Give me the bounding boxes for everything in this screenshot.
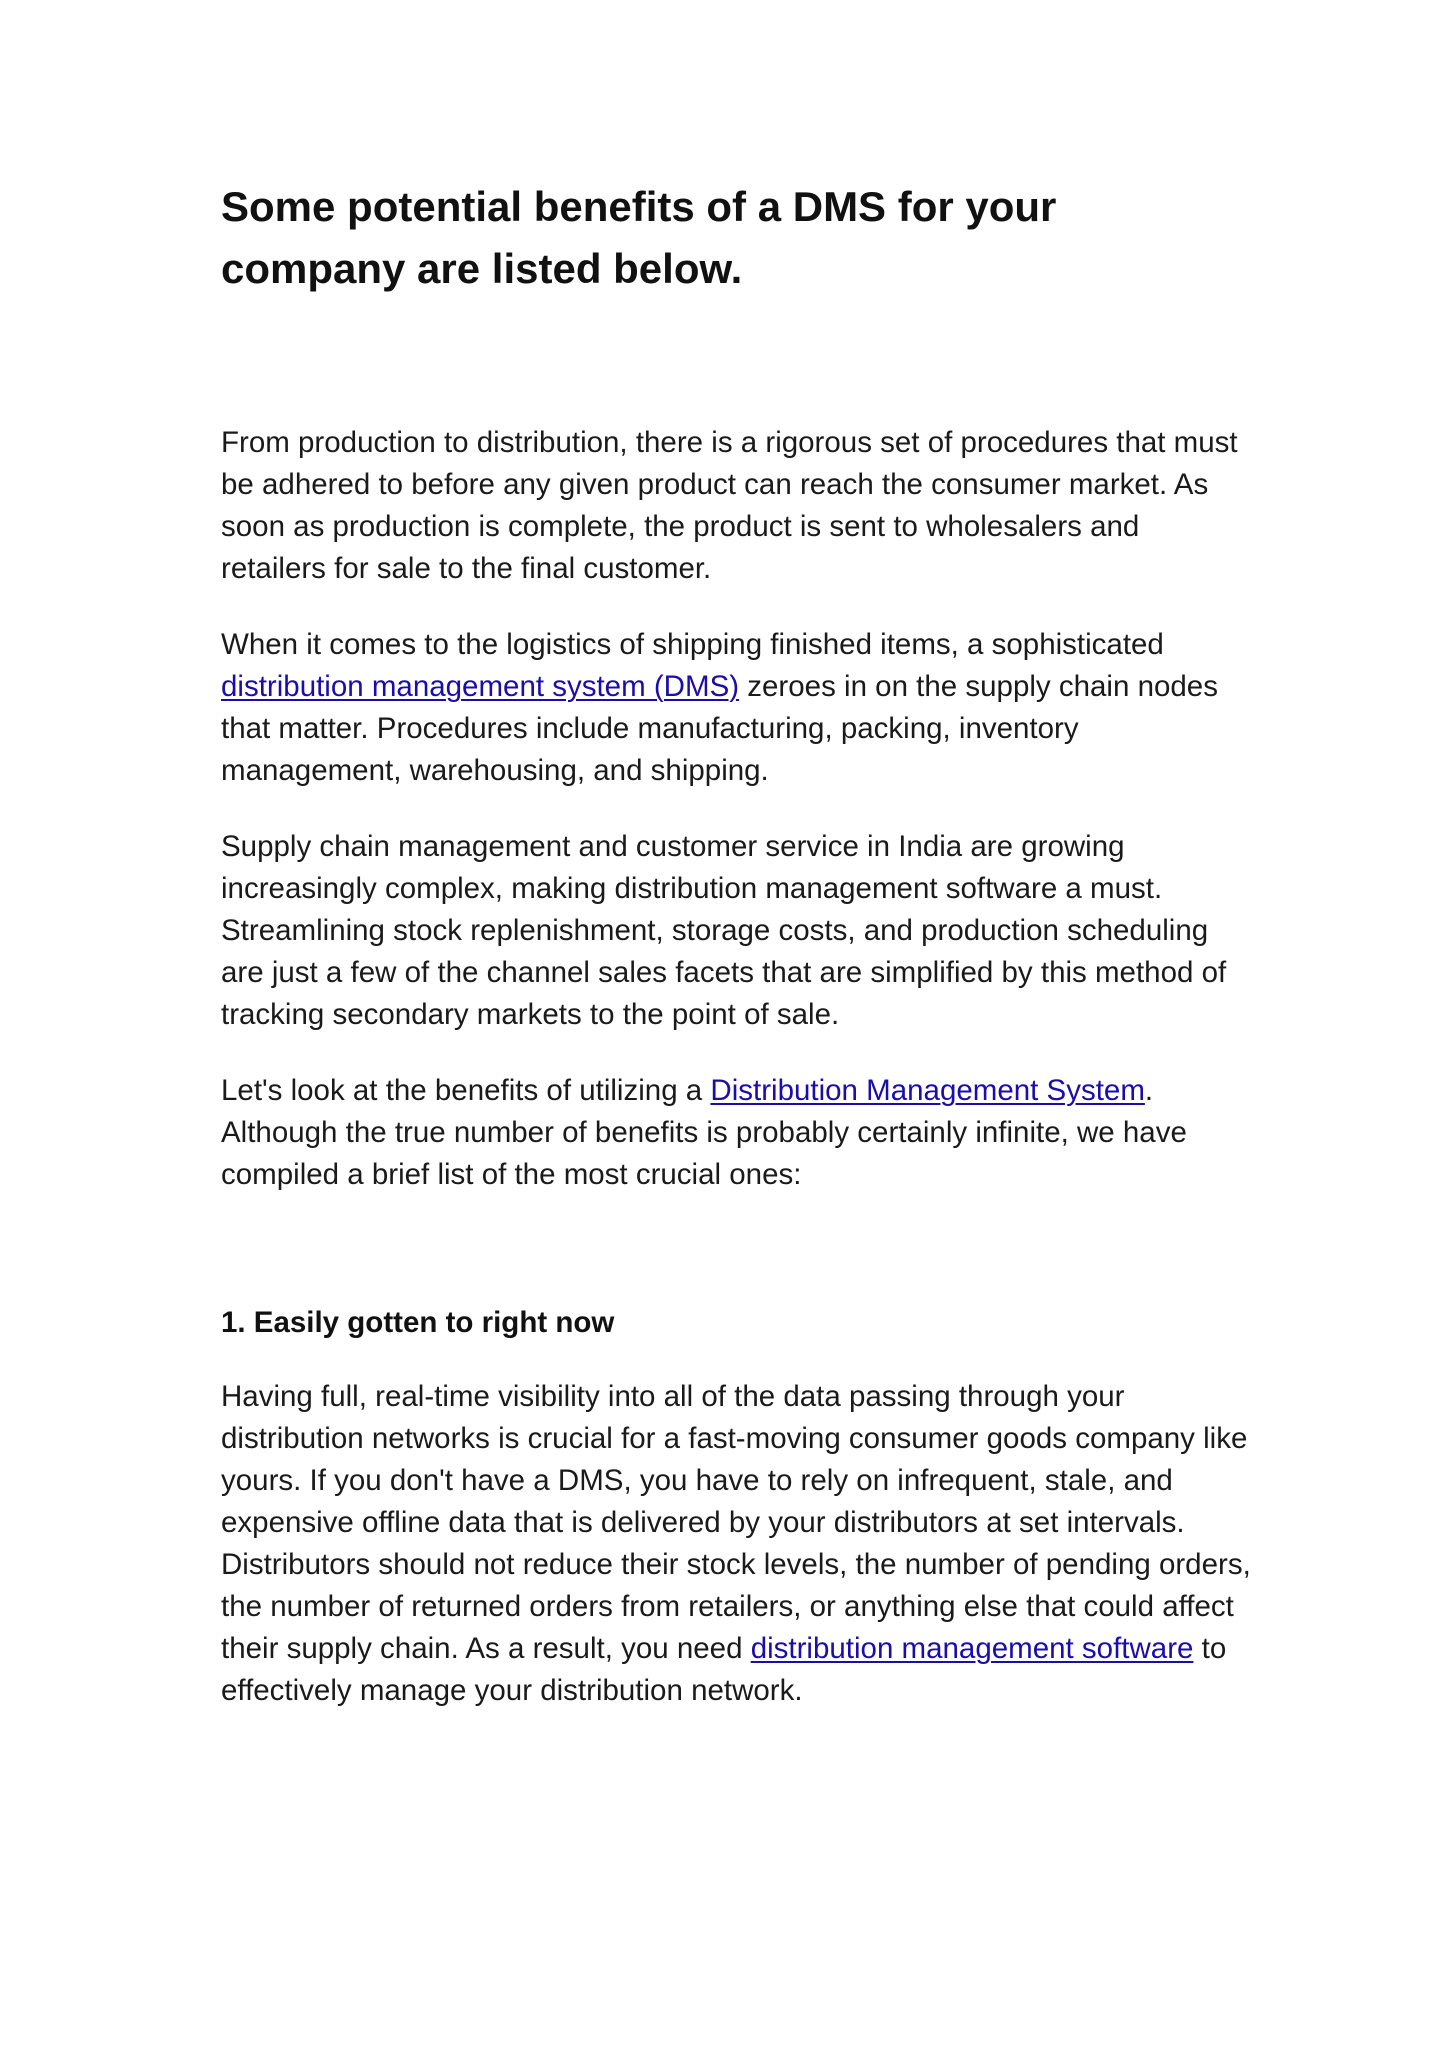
section-body-paragraph xyxy=(221,1376,1251,1712)
distribution-management-software-link[interactable]: distribution management software xyxy=(750,1632,1194,1665)
distribution-management-system-link[interactable]: Distribution Management System xyxy=(710,1074,1145,1107)
dms-link[interactable]: distribution management system (DMS) xyxy=(221,670,740,703)
page-title: Some potential benefits of a DMS for your company are listed below. xyxy=(221,183,1057,292)
section-body-text-before: Having full, real-time visibility into all of the data passing through your distribution networks is crucial for a fast-moving consumer goods company like yours. If you don't have a DMS, you have to rely on infrequent, stale, and expensive offline data that is delivered by your distributors at set intervals. Distributors should not reduce their stock levels, the number of pending orders, the number of returned orders from retailers, or anything else that could affect their supply chain. As a result, you need xyxy=(221,1380,1251,1665)
benefits-intro-text-after: . Although the true number of benefits is probably certainly infinite, we have compiled a brief list of the most crucial ones: xyxy=(221,1074,1187,1191)
benefits-intro-paragraph xyxy=(221,1070,1251,1196)
supply-chain-paragraph: Supply chain management and customer service in India are growing increasingly complex, making distribution management software a must. Streamlining stock replenishment, storage costs, and production scheduling are just a few of the channel sales facets that are simplified by this method of tracking secondary markets to the point of sale. xyxy=(221,830,1227,1031)
section-body-text-after: to effectively manage your distribution network. xyxy=(221,1632,1227,1707)
document-page xyxy=(221,176,1251,1712)
dms-logistics-text-after: zeroes in on the supply chain nodes that matter. Procedures include manufacturing, packing, inventory management, warehousing, and shipping. xyxy=(221,670,1218,787)
benefits-intro-text-before: Let's look at the benefits of utilizing a xyxy=(221,1074,711,1107)
dms-logistics-text-before: When it comes to the logistics of shipping finished items, a sophisticated xyxy=(221,628,1164,661)
dms-logistics-paragraph xyxy=(221,624,1251,792)
intro-paragraph: From production to distribution, there is a rigorous set of procedures that must be adhered to before any given product can reach the consumer market. As soon as production is complete, the product is sent to wholesalers and retailers for sale to the final customer. xyxy=(221,426,1238,585)
section-heading-easily-gotten: 1. Easily gotten to right now xyxy=(221,1306,615,1339)
